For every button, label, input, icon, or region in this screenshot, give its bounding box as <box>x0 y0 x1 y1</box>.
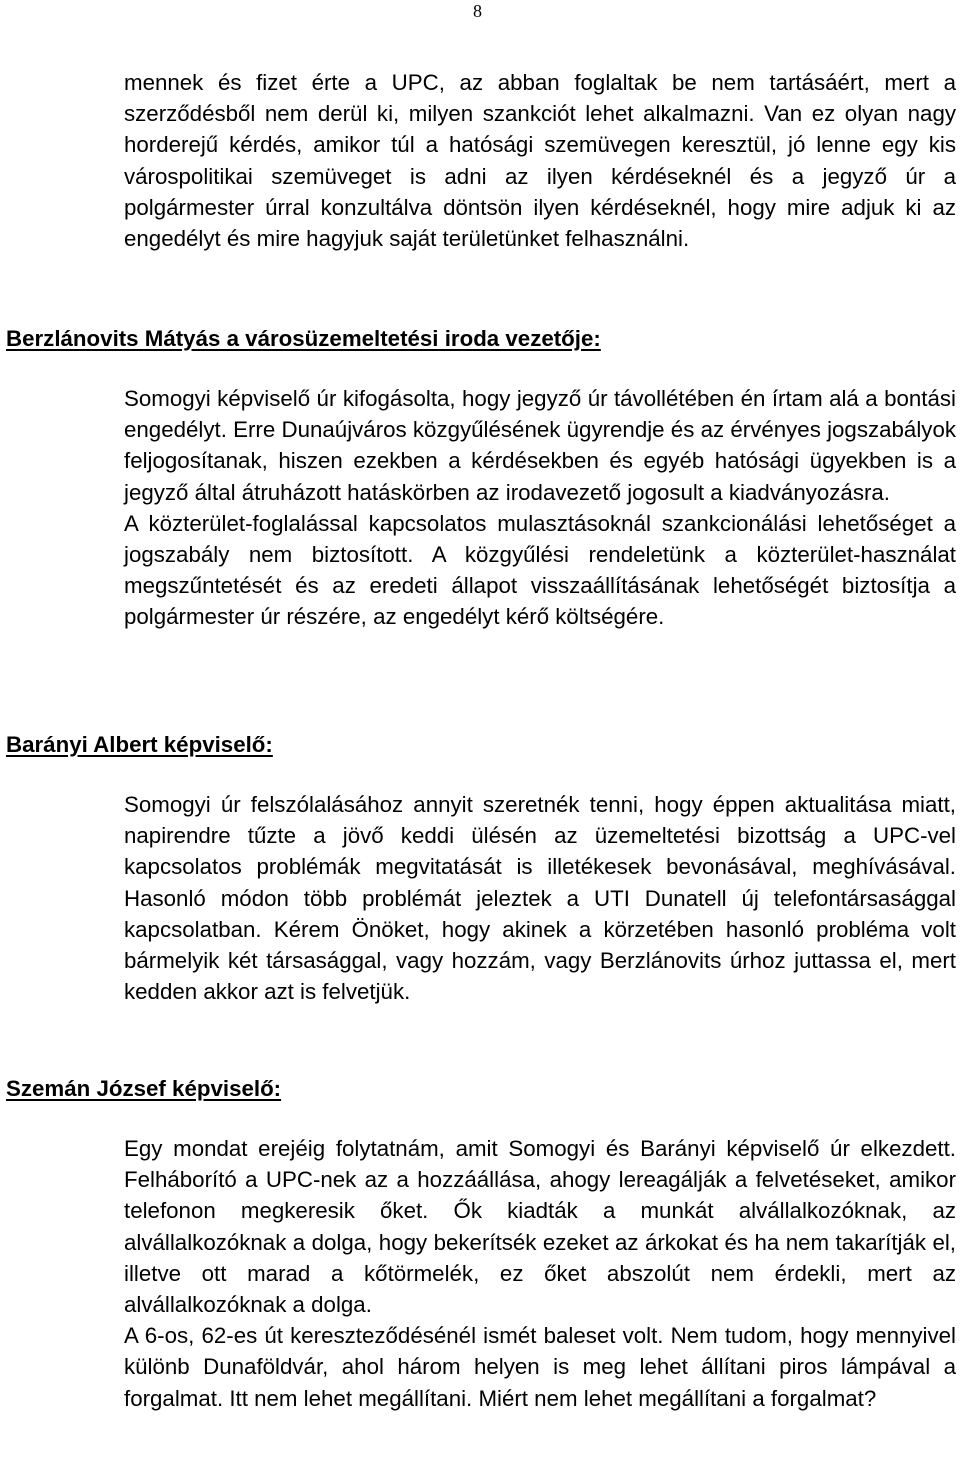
speaker-heading-seman: Szemán József képviselő: <box>6 1076 282 1101</box>
paragraph: Egy mondat erejéig folytatnám, amit Somogyi és Barányi képviselő úr elkezdett. Felháborító a UPC-nek az a hozzáállása, ahogy lereagálják a felvetéseket, amikor telefonon megkeresik őket. Ők kiadták a munkát alvállalkozóknak, az alvállalkozóknak a dolga, hogy bekerítsék ezeket az árkokat és ha nem takarítják el, illetve ott marad a kőtörmelék, ez őket abszolút nem érdekli, mert az alvállalkozóknak a dolga. <box>124 1136 956 1318</box>
speaker-heading-baranyi: Barányi Albert képviselő: <box>6 732 273 757</box>
speech-seman <box>124 1133 956 1414</box>
speech-baranyi <box>124 789 956 1007</box>
paragraph: mennek és fizet érte a UPC, az abban foglaltak be nem tartásáért, mert a szerződésből nem derül ki, milyen szankciót lehet alkalmazni. Van ez olyan nagy horderejű kérdés, amikor túl a hatósági szemüvegen keresztül, jó lenne egy kis várospolitikai szemüveget is adni az ilyen kérdéseknél és a jegyző úr a polgármester úrral konzultálva döntsön ilyen kérdéseknél, hogy mire adjuk ki az engedélyt és mire hagyjuk saját területünket felhasználni. <box>124 70 956 252</box>
speaker-heading-berzlanovits: Berzlánovits Mátyás a városüzemeltetési iroda vezetője: <box>6 326 601 351</box>
page-number: 8 <box>473 1 482 21</box>
speech-berzlanovits <box>124 383 956 633</box>
paragraph: A közterület-foglalással kapcsolatos mulasztásoknál szankcionálási lehetőséget a jogszabály nem biztosított. A közgyűlési rendeletünk a közterület-használat megszűntetését és az eredeti állapot visszaállításának lehetőségét biztosítja a polgármester úr részére, az engedélyt kérő költségére. <box>124 510 956 630</box>
lead-in-paragraph <box>124 67 956 254</box>
paragraph: A 6-os, 62-es út kereszteződésénél ismét baleset volt. Nem tudom, hogy mennyivel különb Dunaföldvár, ahol három helyen is meg lehet állítani piros lámpával a forgalmat. Itt nem lehet megállítani. Miért nem lehet megállítani a forgalmat? <box>124 1323 956 1411</box>
paragraph: Somogyi képviselő úr kifogásolta, hogy jegyző úr távollétében én írtam alá a bontási engedélyt. Erre Dunaújváros közgyűlésének ügyrendje és az érvényes jogszabályok feljogosítanak, hiszen ezekben a kérdésekben és egyéb hatósági ügyekben is a jegyző által átruházott hatáskörben az irodavezető jogosult a kiadványozásra. <box>124 386 956 505</box>
paragraph: Somogyi úr felszólalásához annyit szeretnék tenni, hogy éppen aktualitása miatt, napirendre tűzte a jövő keddi ülésén az üzemeltetési bizottság a UPC-vel kapcsolatos problémák megvitatását is illetékesek bevonásával, meghívásával. Hasonló módon több problémát jeleztek a UTI Dunatell új telefontársasággal kapcsolatban. Kérem Önöket, hogy akinek a körzetében hasonló probléma volt bármelyik két társasággal, vagy hozzám, vagy Berzlánovits úrhoz juttassa el, mert kedden akkor azt is felvetjük. <box>124 792 956 1005</box>
